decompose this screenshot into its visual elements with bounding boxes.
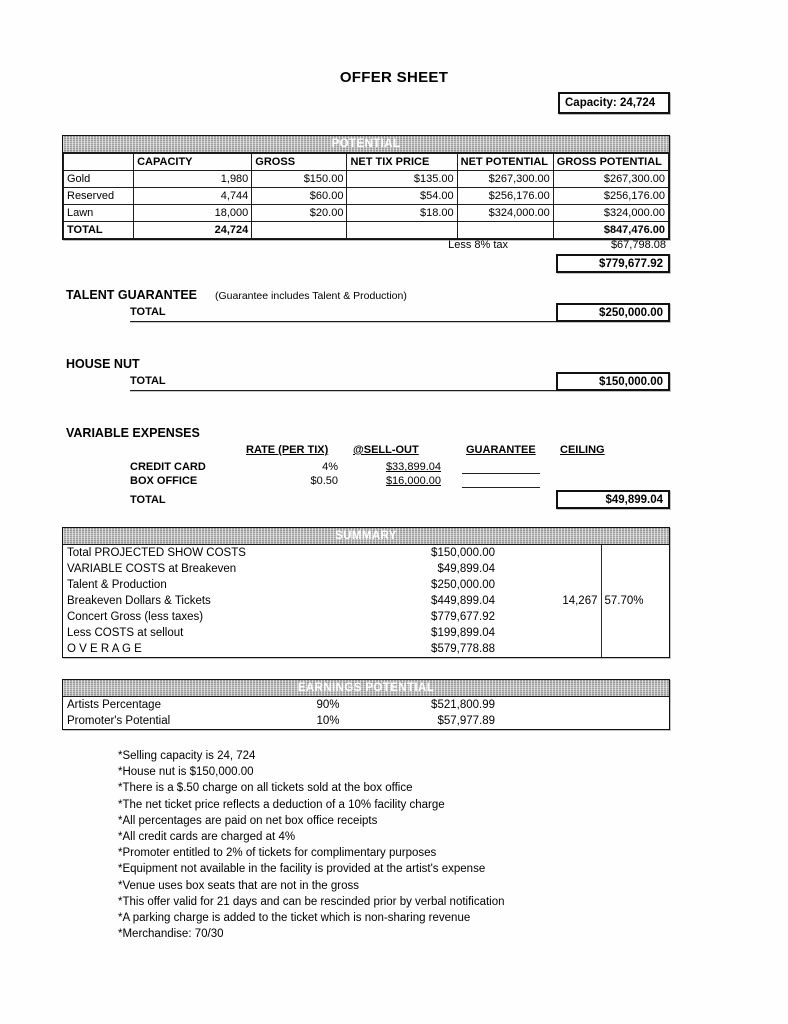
potential-header-row xyxy=(64,154,669,171)
ve-guarantee-box-office-blank xyxy=(462,487,540,488)
potential-col-gross: GROSS xyxy=(252,154,347,171)
earnings-spacer xyxy=(543,713,669,729)
row-gross: $20.00 xyxy=(252,205,347,222)
note-item: *Venue uses box seats that are not in the gross xyxy=(118,879,360,892)
table-row xyxy=(63,641,669,657)
table-row xyxy=(63,561,669,577)
row-net-potential: $267,300.00 xyxy=(457,171,553,188)
ve-col-rate: RATE (PER TIX) xyxy=(246,444,329,456)
note-item: *Promoter entitled to 2% of tickets for complimentary purposes xyxy=(118,847,437,860)
note-item: *This offer valid for 21 days and can be rescinded prior by verbal notification xyxy=(118,895,505,908)
talent-guarantee-total-value: $250,000.00 xyxy=(599,306,663,319)
potential-total-row xyxy=(64,222,669,239)
row-gross-potential: $256,176.00 xyxy=(553,188,668,205)
talent-guarantee-heading: TALENT GUARANTEE xyxy=(66,288,198,302)
earnings-label: Artists Percentage xyxy=(67,699,161,711)
variable-expenses-heading: VARIABLE EXPENSES xyxy=(66,426,200,440)
total-capacity: 24,724 xyxy=(134,222,252,239)
row-gross: $150.00 xyxy=(252,171,347,188)
table-row xyxy=(63,625,669,641)
ve-sellout-box-office: $16,000.00 xyxy=(385,475,441,487)
table-row xyxy=(63,593,669,609)
talent-guarantee-rule xyxy=(130,321,570,322)
row-capacity: 1,980 xyxy=(134,171,252,188)
less-tax-row xyxy=(62,239,670,254)
potential-col-net-tix-price: NET TIX PRICE xyxy=(347,154,457,171)
row-capacity: 4,744 xyxy=(134,188,252,205)
summary-table xyxy=(62,527,670,658)
net-concert-gross-value: $779,677.92 xyxy=(599,257,663,270)
ve-rate-box-office: $0.50 xyxy=(310,475,338,487)
summary-amount: $449,899.04 xyxy=(431,595,495,607)
ve-guarantee-credit-card-blank xyxy=(462,473,540,474)
house-nut-rule xyxy=(130,390,570,391)
total-gross-potential: $847,476.00 xyxy=(553,222,668,239)
summary-tickets xyxy=(543,609,601,625)
ve-total-label: TOTAL xyxy=(130,494,166,506)
total-gross xyxy=(252,222,347,239)
table-row xyxy=(64,188,669,205)
page-title: OFFER SHEET xyxy=(339,69,449,86)
summary-percent xyxy=(601,545,669,561)
summary-percent xyxy=(601,561,669,577)
summary-label: VARIABLE COSTS at Breakeven xyxy=(67,563,237,575)
earnings-percent: 90% xyxy=(316,699,340,711)
row-label: Gold xyxy=(64,171,134,188)
ve-sellout-credit-card: $33,899.04 xyxy=(385,461,441,473)
earnings-potential-banner: EARNINGS POTENTIAL xyxy=(63,680,669,697)
summary-percent xyxy=(601,641,669,657)
less-tax-value: $67,798.08 xyxy=(610,239,666,251)
summary-tickets xyxy=(543,577,601,593)
house-nut-heading: HOUSE NUT xyxy=(66,357,140,371)
note-item: *A parking charge is added to the ticket which is non-sharing revenue xyxy=(118,912,471,925)
potential-col-net-potential: NET POTENTIAL xyxy=(457,154,553,171)
notes-list xyxy=(118,748,638,942)
ve-total-value: $49,899.04 xyxy=(605,493,663,506)
row-net-potential: $256,176.00 xyxy=(457,188,553,205)
note-item: *All percentages are paid on net box office receipts xyxy=(118,814,378,827)
summary-tickets xyxy=(543,625,601,641)
house-nut-total-box xyxy=(556,372,670,391)
talent-guarantee-total-box xyxy=(556,303,670,322)
table-row xyxy=(63,713,669,729)
summary-label: O V E R A G E xyxy=(67,643,142,655)
summary-label: Total PROJECTED SHOW COSTS xyxy=(67,547,246,559)
capacity-badge-text: Capacity: 24,724 xyxy=(565,97,656,109)
table-row xyxy=(64,171,669,188)
summary-label: Breakeven Dollars & Tickets xyxy=(67,595,211,607)
summary-label: Less COSTS at sellout xyxy=(67,627,184,639)
total-label: TOTAL xyxy=(64,222,134,239)
ve-col-ceiling: CEILING xyxy=(560,444,605,456)
talent-guarantee-total-label: TOTAL xyxy=(130,306,166,318)
table-row xyxy=(63,545,669,561)
note-item: *Selling capacity is 24, 724 xyxy=(118,750,256,762)
ve-total-box xyxy=(556,490,670,509)
row-net-tix-price: $54.00 xyxy=(347,188,457,205)
summary-label: Talent & Production xyxy=(67,579,167,591)
potential-col-gross-potential: GROSS POTENTIAL xyxy=(553,154,668,171)
summary-tickets xyxy=(543,561,601,577)
summary-percent xyxy=(601,625,669,641)
table-row xyxy=(63,577,669,593)
row-net-tix-price: $135.00 xyxy=(347,171,457,188)
row-gross: $60.00 xyxy=(252,188,347,205)
earnings-amount: $521,800.99 xyxy=(431,699,495,711)
ve-col-guarantee: GUARANTEE xyxy=(466,444,536,456)
row-label: Reserved xyxy=(64,188,134,205)
row-net-potential: $324,000.00 xyxy=(457,205,553,222)
house-nut-total-label: TOTAL xyxy=(130,375,166,387)
summary-amount: $199,899.04 xyxy=(431,627,495,639)
potential-col-capacity: CAPACITY xyxy=(134,154,252,171)
summary-label: Concert Gross (less taxes) xyxy=(67,611,204,623)
house-nut-total-value: $150,000.00 xyxy=(599,375,663,388)
potential-table xyxy=(62,135,670,240)
earnings-potential-table xyxy=(62,679,670,730)
summary-amount: $150,000.00 xyxy=(431,547,495,559)
note-item: *Equipment not available in the facility is provided at the artist's expense xyxy=(118,863,486,876)
net-concert-gross-box xyxy=(556,254,670,273)
summary-tickets xyxy=(543,545,601,561)
earnings-spacer xyxy=(543,697,669,713)
potential-banner: POTENTIAL xyxy=(63,136,669,153)
ve-row-label-box-office: BOX OFFICE xyxy=(130,475,198,487)
summary-banner: SUMMARY xyxy=(63,528,669,545)
total-net-tix-price xyxy=(347,222,457,239)
table-row xyxy=(63,697,669,713)
table-row xyxy=(63,609,669,625)
total-net-potential xyxy=(457,222,553,239)
summary-percent xyxy=(601,609,669,625)
row-net-tix-price: $18.00 xyxy=(347,205,457,222)
summary-tickets: 14,267 xyxy=(543,593,601,609)
summary-amount: $579,778.88 xyxy=(431,643,495,655)
summary-tickets xyxy=(543,641,601,657)
capacity-badge xyxy=(558,92,670,114)
row-gross-potential: $324,000.00 xyxy=(553,205,668,222)
note-item: *Merchandise: 70/30 xyxy=(118,928,224,941)
potential-col-blank xyxy=(64,154,134,171)
earnings-amount: $57,977.89 xyxy=(437,715,495,727)
summary-amount: $250,000.00 xyxy=(431,579,495,591)
summary-amount: $49,899.04 xyxy=(437,563,495,575)
row-gross-potential: $267,300.00 xyxy=(553,171,668,188)
ve-row-label-credit-card: CREDIT CARD xyxy=(130,461,206,473)
table-row xyxy=(64,205,669,222)
earnings-label: Promoter's Potential xyxy=(67,715,171,727)
row-label: Lawn xyxy=(64,205,134,222)
summary-percent: 57.70% xyxy=(604,595,644,607)
row-capacity: 18,000 xyxy=(134,205,252,222)
ve-col-sellout: @SELL-OUT xyxy=(353,444,419,456)
less-tax-label: Less 8% tax xyxy=(448,239,508,251)
note-item: *House nut is $150,000.00 xyxy=(118,766,254,779)
summary-amount: $779,677.92 xyxy=(431,611,495,623)
note-item: *All credit cards are charged at 4% xyxy=(118,831,296,844)
ve-rate-credit-card: 4% xyxy=(322,461,338,473)
note-item: *There is a $.50 charge on all tickets sold at the box office xyxy=(118,782,413,795)
earnings-percent: 10% xyxy=(316,715,340,727)
talent-guarantee-note: (Guarantee includes Talent & Production) xyxy=(215,290,407,302)
summary-percent xyxy=(601,577,669,593)
note-item: *The net ticket price reflects a deduction of a 10% facility charge xyxy=(118,798,445,811)
